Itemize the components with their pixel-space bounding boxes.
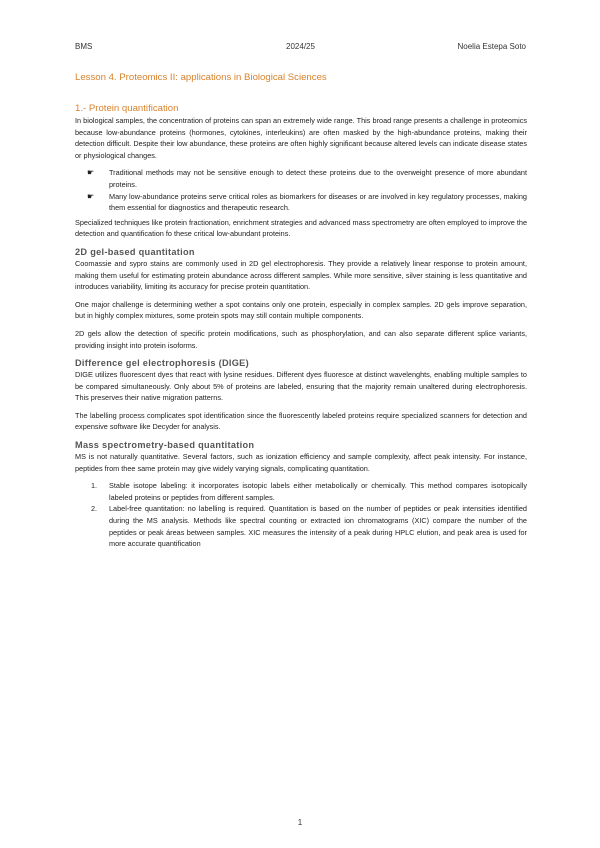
paragraph: One major challenge is determining wether a spot contains only one protein, especially in complex samples. 2D gels improve separation, but in highly complex mixtures, some protein spots may still contain multiple components. [75,299,527,321]
list-number: 1. [91,481,98,491]
subheading-2d-gel: 2D gel-based quantitation [75,246,195,257]
section-title-protein-quantification: 1.- Protein quantification [75,103,179,114]
page-content [75,72,527,550]
header-year: 2024/25 [286,42,315,51]
lesson-title: Lesson 4. Proteomics II: applications in Biological Sciences [75,72,327,83]
subheading-mass-spectrometry: Mass spectrometry-based quantitation [75,440,255,451]
list-item [91,503,527,549]
list-item [91,480,527,503]
list-number: 2. [91,504,98,514]
paragraph: The labelling process complicates spot identification since the fluorescently labeled proteins require specialized scanners for detection and expensive software like Decyder for analysis. [75,410,527,432]
header-course: BMS [75,42,93,51]
list-item [87,167,527,190]
paragraph: Specialized techniques like protein fractionation, enrichment strategies and advanced mass spectrometry are often employed to improve the detection and quantification fo these critical low-abundant proteins. [75,217,527,239]
list-item-text: Many low-abundance proteins serve critical roles as biomarkers for diseases or are involved in key regulatory processes, making them essential for diagnostics and therapeutic research. [109,191,527,213]
bullet-list [75,167,527,213]
paragraph: 2D gels allow the detection of specific protein modifications, such as phosphorylation, and can also separate different splice variants, providing insight into protein isoforms. [75,328,527,350]
paragraph: MS is not naturally quantitative. Several factors, such as ionization efficiency and sample complexity, affect peak intensity. For instance, peptides from thee same protein may give widely varying signals, complicating quantitation. [75,452,527,473]
page-header [75,42,526,54]
list-item-text: Stable isotope labeling: it incorporates isotopic labels either metabolically or chemically. This method compares isotopically labeled proteins or peptides from different samples. [109,481,527,502]
paragraph: DIGE utilizes fluorescent dyes that react with lysine residues. Different dyes fluoresce at distinct wavelenghts, enabling multiple samples to be compared simultaneously. Only about 5% of proteins are labeled, ensuring that the majority remain unaltered during electrophoresis. This preserves their native migration patterns. [75,370,527,403]
list-item [87,191,527,214]
pointing-hand-icon: ☛ [87,191,95,201]
paragraph: Coomassie and sypro stains are commonly used in 2D gel electrophoresis. They provide a relatively linear response to protein amount, making them useful for estimating protein abundance across different samples. While more sensitive, silver staining is less quantitative and introduces variability, limiting its accuracy for precise protein quantitation. [75,258,527,292]
page-number: 1 [297,818,303,827]
pointing-hand-icon: ☛ [87,168,95,178]
header-author: Noelia Estepa Soto [457,42,526,51]
paragraph: In biological samples, the concentration of proteins can span an extremely wide range. This broad range presents a challenge in proteomics because low-abundance proteins (hormones, cytokines, interleukins) are often masked by the high-abundance proteins, making their detection difficult. Despite their low abundance, these proteins are often highly significant because altered levels can indicate disease states or physiological changes. [75,116,527,160]
numbered-list [75,480,527,550]
list-item-text: Label-free quantitation: no labelling is required. Quantitation is based on the number of peptides or peak intensities identified during the MS analysis. Methods like spectral counting or extracted ion chromatograms (XIC) compare the number of the peptides or peak áreas between samples. XIC measures the intensity of a peak during HPLC elution, and peak area is used for more accurate quantification [109,504,527,549]
subheading-dige: Difference gel electrophoresis (DIGE) [75,358,249,369]
list-item-text: Traditional methods may not be sensitive enough to detect these proteins due to the overweight presence of more abundant proteins. [109,168,527,189]
